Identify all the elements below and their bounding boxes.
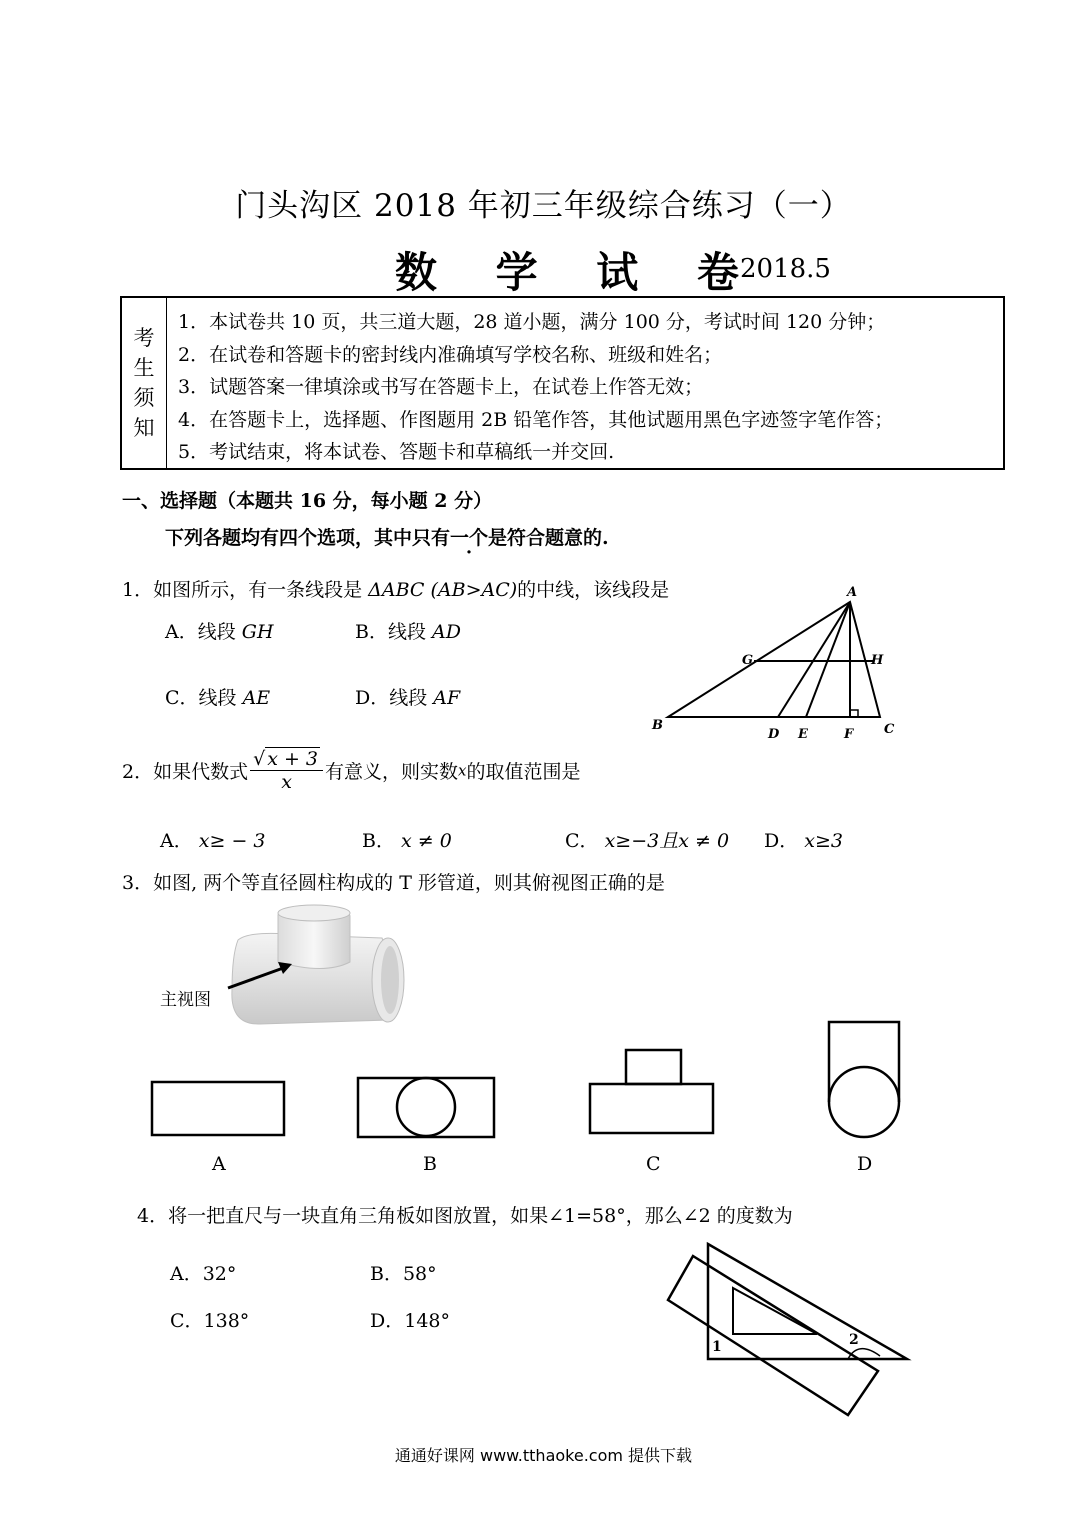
segment-ae	[806, 602, 850, 717]
notice-label-char: 生	[133, 356, 155, 380]
option-d-rect	[829, 1022, 899, 1102]
q1-option-d[interactable]	[355, 683, 460, 710]
q2-text: 有意义，则实数	[325, 761, 459, 783]
exam-date: 2018.5	[740, 254, 831, 284]
q1-option-a[interactable]	[165, 617, 274, 644]
q2-option-c[interactable]	[565, 826, 729, 853]
option-var: GH	[241, 621, 274, 643]
question-4-stem: 4．将一把直尺与一块直角三角板如图放置，如果∠1=58°，那么∠2 的度数为	[137, 1205, 793, 1227]
question-2-stem	[122, 748, 581, 793]
instruction-emphasis: 一个	[450, 527, 489, 549]
notice-label-char: 知	[133, 416, 155, 440]
notice-item: 2．在试卷和答题卡的密封线内准确填写学校名称、班级和姓名；	[178, 343, 723, 366]
notice-item: 1．本试卷共 10 页，共三道大题，28 道小题，满分 100 分，考试时间 120 分钟；	[178, 311, 886, 333]
option-label: A．线段	[165, 621, 242, 643]
ruler	[668, 1256, 878, 1415]
label-h: H	[871, 653, 884, 668]
label-a: A	[847, 585, 858, 600]
option-expr: x≥−3且x ≠ 0	[604, 830, 730, 852]
set-square-outer	[708, 1244, 907, 1359]
q2-option-b[interactable]	[362, 826, 452, 853]
label-g: G	[742, 653, 754, 668]
option-var: AF	[433, 687, 461, 709]
angle-2-label: 2	[849, 1332, 859, 1348]
option-var: AE	[242, 687, 271, 709]
q1-triangle-figure	[640, 580, 910, 745]
option-label: D．线段	[355, 687, 434, 709]
exam-title: 门头沟区 2018 年初三年级综合练习（一）	[235, 188, 852, 224]
option-label: B．线段	[355, 621, 433, 643]
option-var: AD	[432, 621, 461, 643]
q2-option-a[interactable]	[160, 826, 266, 853]
option-expr: x≥3	[804, 830, 844, 852]
option-c-base	[590, 1084, 713, 1133]
q2-option-d[interactable]	[764, 826, 843, 853]
notice-item: 3．试题答案一律填涂或书写在答题卡上，在试卷上作答无效；	[178, 376, 704, 398]
q4-ruler-triangle-figure	[660, 1238, 920, 1423]
right-angle-mark	[850, 710, 858, 717]
q4-option-b[interactable]: B．58°	[370, 1263, 437, 1285]
label-c: C	[884, 722, 895, 737]
instruction-text: 是符合题意的.	[488, 527, 609, 549]
pipe-inner	[381, 946, 399, 1014]
question-3-stem: 3．如图, 两个等直径圆柱构成的 T 形管道，则其俯视图正确的是	[122, 872, 665, 894]
sqrt-sign: √	[253, 748, 266, 770]
q2-denominator-var: x	[281, 771, 292, 793]
q3-option-a[interactable]: A	[212, 1153, 226, 1175]
section-instruction	[165, 523, 609, 550]
label-e: E	[798, 727, 808, 742]
option-b-rect	[358, 1078, 494, 1137]
q2-var: x	[458, 761, 467, 780]
option-label: A．	[160, 830, 193, 852]
triangle-abc	[668, 602, 880, 717]
angle-1-label: 1	[712, 1339, 722, 1355]
instruction-text: 下列各题均有四个选项，其中只有	[165, 527, 451, 549]
q1-text: 的中线，该线段是	[517, 579, 670, 601]
q2-fraction	[250, 748, 323, 793]
notice-box	[120, 296, 1005, 470]
q3-options-figure	[140, 1015, 920, 1145]
q4-option-c[interactable]: C．138°	[170, 1310, 250, 1332]
option-label: D．	[764, 830, 799, 852]
q3-option-d[interactable]: D	[857, 1153, 873, 1175]
segment-ad	[778, 602, 850, 717]
angle-2-arc	[848, 1349, 880, 1359]
exam-subject-title: 数 学 试 卷	[395, 248, 761, 297]
option-d-circle	[829, 1067, 899, 1137]
q2-text: 2．如果代数式	[122, 761, 249, 783]
option-label: C．	[565, 830, 599, 852]
q2-numerator	[250, 748, 323, 771]
label-f: F	[844, 727, 854, 742]
q2-radicand: x + 3	[267, 748, 319, 770]
option-label: B．	[362, 830, 395, 852]
notice-label	[122, 298, 167, 468]
q1-option-b[interactable]	[355, 617, 461, 644]
option-expr: x≥ − 3	[198, 830, 266, 852]
option-label: C．线段	[165, 687, 243, 709]
option-expr: x ≠ 0	[401, 830, 452, 852]
q1-triangle: ΔABC	[368, 579, 425, 601]
footer-credit: 通通好课网 www.tthaoke.com 提供下载	[394, 1446, 693, 1465]
q2-text: 的取值范围是	[466, 761, 581, 783]
q1-text: 1．如图所示，有一条线段是	[122, 579, 369, 601]
q1-condition: (AB>AC)	[430, 579, 518, 601]
section-heading: 一、选择题（本题共 16 分，每小题 2 分）	[122, 490, 493, 512]
q4-option-d[interactable]: D．148°	[370, 1310, 450, 1332]
main-view-label: 主视图	[160, 990, 211, 1010]
option-b-circle	[397, 1078, 455, 1136]
notice-label-char: 考	[133, 326, 155, 350]
q3-option-c[interactable]: C	[646, 1153, 661, 1175]
q4-option-a[interactable]: A．32°	[170, 1263, 237, 1285]
q1-option-c[interactable]	[165, 683, 270, 710]
notice-label-char: 须	[133, 386, 155, 410]
label-b: B	[652, 718, 663, 733]
option-c-top	[626, 1050, 681, 1084]
option-a-shape	[152, 1082, 284, 1135]
pipe-opening-top	[278, 905, 350, 921]
notice-item: 4．在答题卡上，选择题、作图题用 2B 铅笔作答，其他试题用黑色字迹签字笔作答；	[178, 408, 894, 431]
question-1-stem	[122, 575, 669, 602]
label-d: D	[768, 727, 780, 742]
notice-item: 5．考试结束，将本试卷、答题卡和草稿纸一并交回.	[178, 441, 615, 463]
q2-denominator	[250, 771, 323, 793]
q3-option-b[interactable]: B	[423, 1153, 437, 1175]
set-square-inner	[733, 1288, 817, 1334]
notice-list	[178, 306, 893, 469]
